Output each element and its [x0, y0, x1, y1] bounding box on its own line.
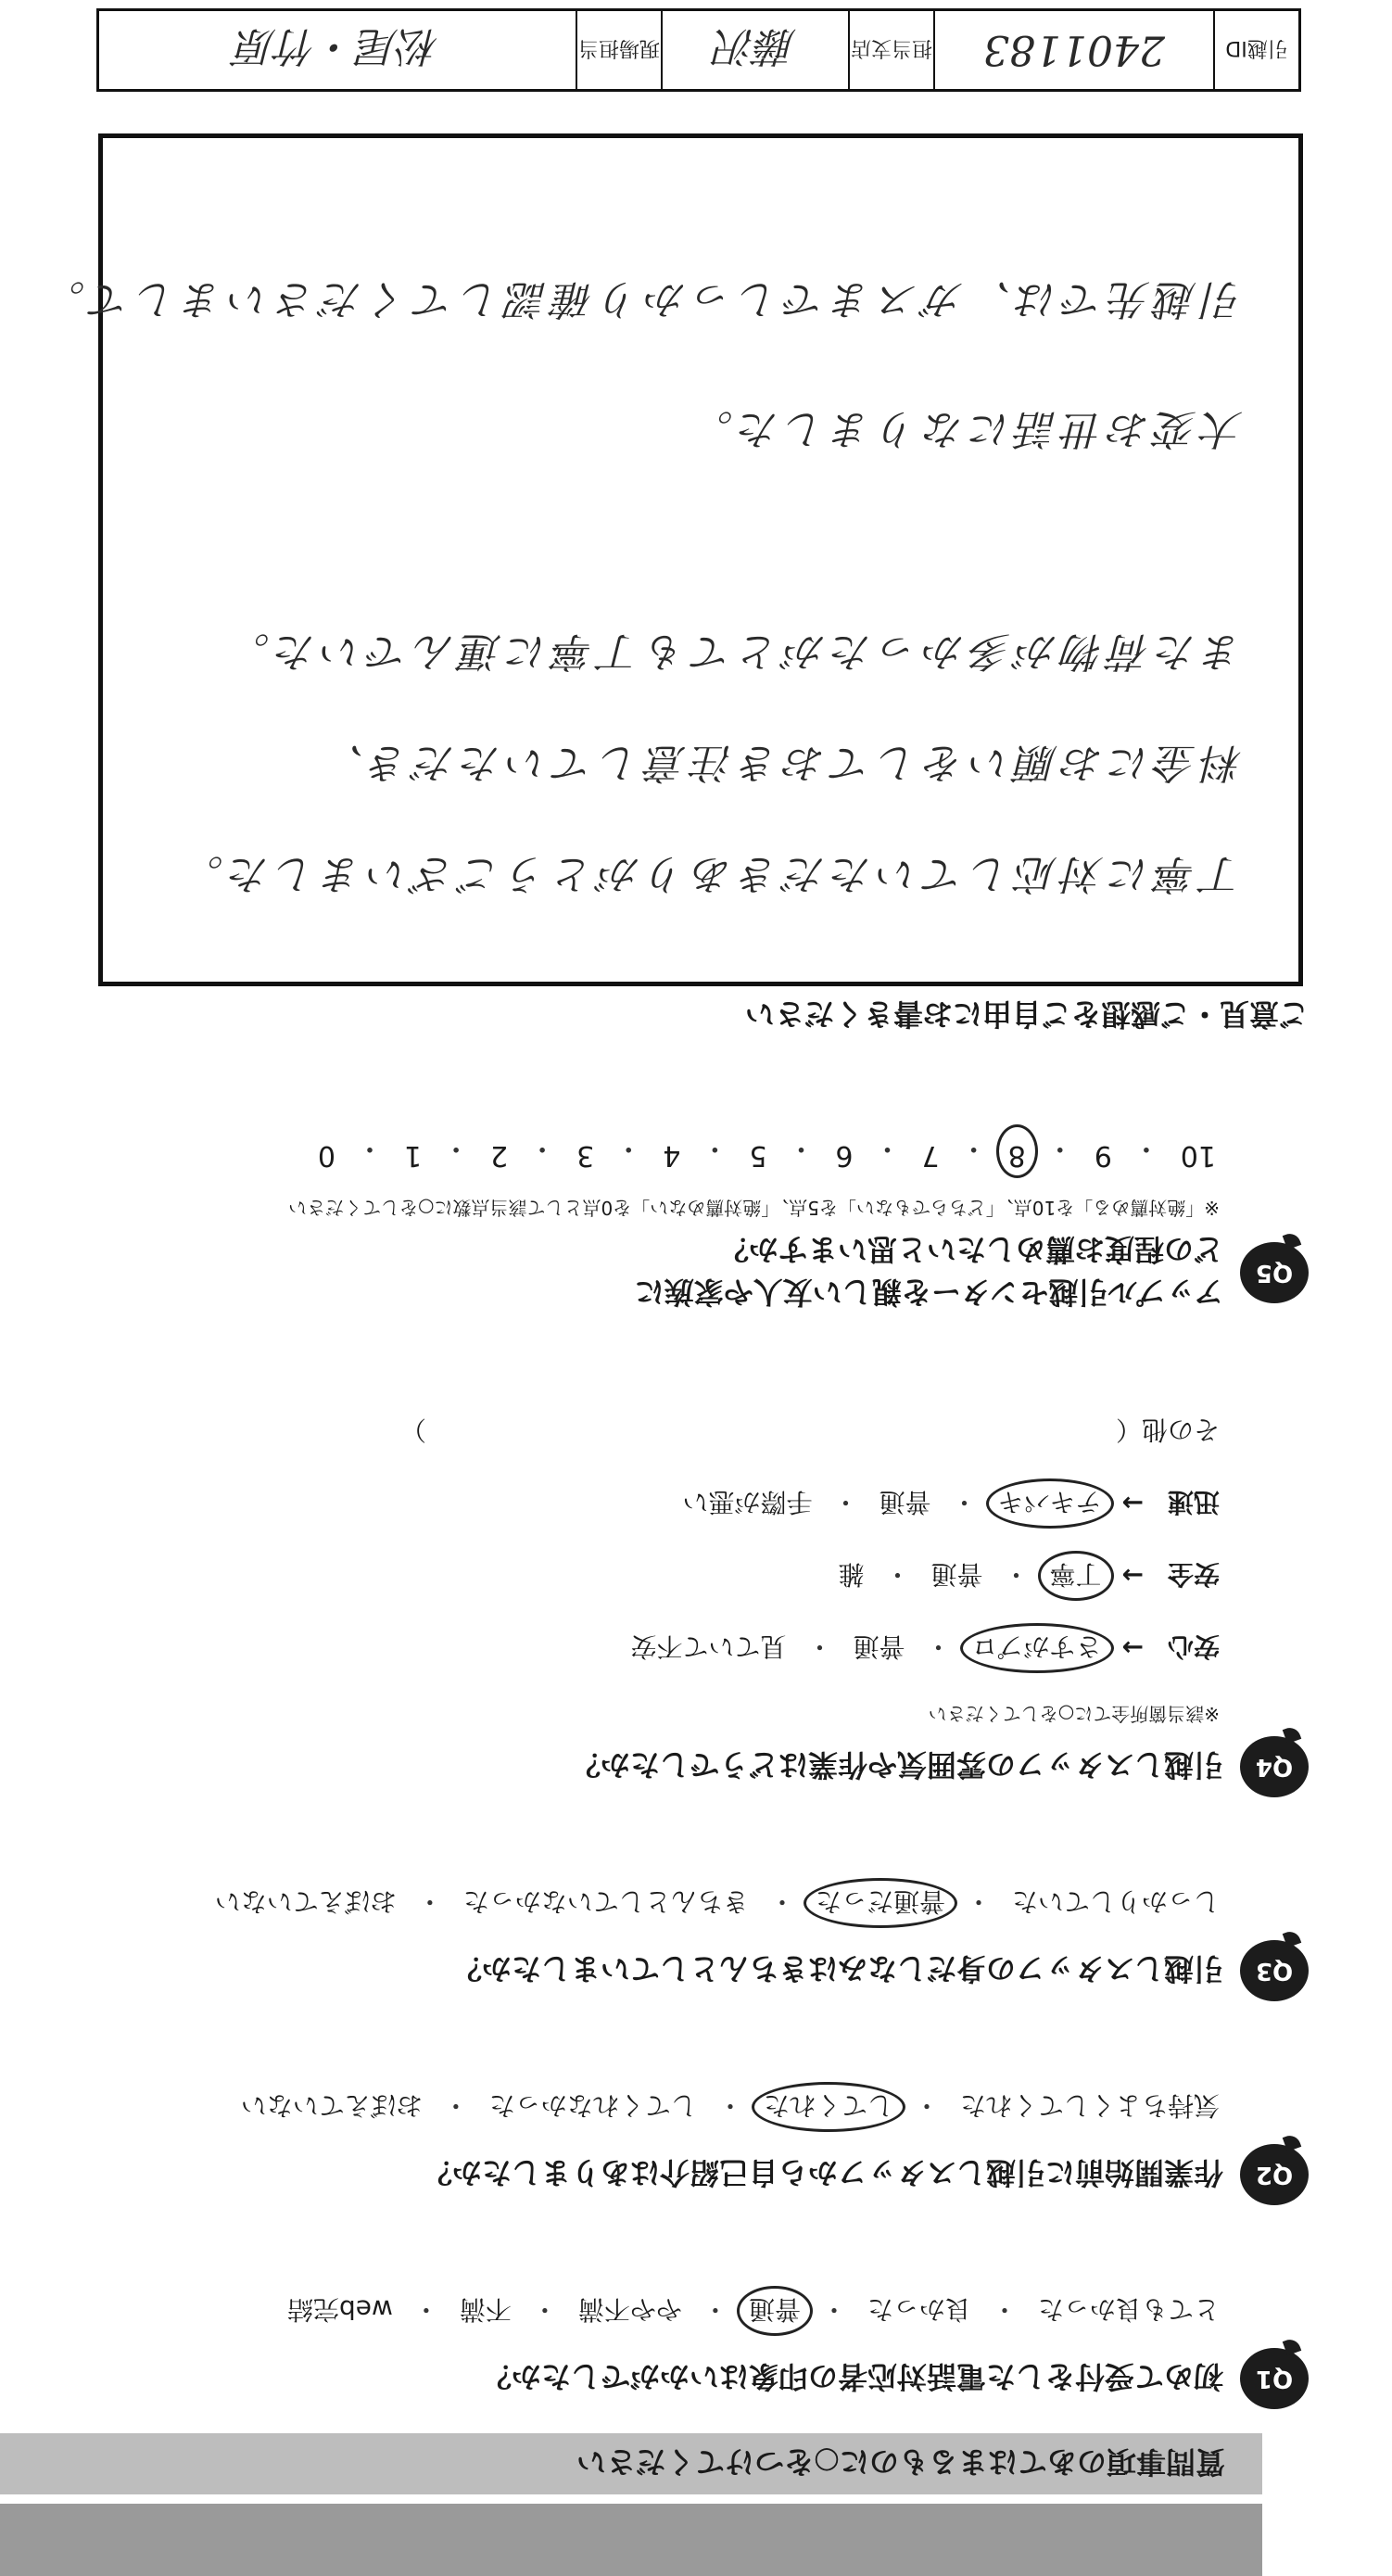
score-option[interactable]: 6	[835, 1139, 854, 1172]
q4-option-selected[interactable]: 丁寧	[1038, 1551, 1114, 1601]
q1-option[interactable]: 良かった	[867, 2294, 971, 2325]
comment-line: 引越先では、ガスまでしっかり確認してくださいまして。	[38, 275, 1243, 323]
q3-text: 引越しスタッフの身だしなみはきちんとしていましたか？	[451, 1951, 1223, 1986]
score-option[interactable]: 10	[1180, 1139, 1216, 1172]
branch-value: 藤沢	[663, 11, 850, 89]
q4-row-jinsoku: 迅速 → テキパキ ・ 普通 ・ 手際が悪い	[74, 1485, 1220, 1522]
q3-option[interactable]: しっかりしていた	[1011, 1886, 1220, 1917]
q5-note: ※「絶対薦める」を10点、「どちらでもない」を5点、「絶対薦めない」を0点として該当点数に○をしてください	[288, 1197, 1220, 1219]
q2-text: 作業開始前に引越しスタッフから自己紹介はありましたか？	[422, 2155, 1223, 2190]
q1-badge: Q1	[1240, 2348, 1309, 2409]
q4-row-label: 安心	[1167, 1631, 1220, 1662]
q4-option[interactable]: 手際が悪い	[682, 1487, 813, 1517]
comment-line: 丁寧に対応していただきありがとうございました。	[177, 850, 1243, 897]
move-id-value: 2401183	[935, 11, 1215, 89]
q2-badge: Q2	[1240, 2144, 1309, 2205]
team-value: 松尾・竹原	[99, 11, 577, 89]
score-option[interactable]: 2	[490, 1139, 509, 1172]
q4-option[interactable]: 雑	[838, 1559, 865, 1590]
comments-heading: ご意見・ご感想をご自由にお書きください	[744, 996, 1309, 1032]
footer-id-table	[96, 8, 1301, 92]
q3-option[interactable]: おぼえていない	[214, 1886, 397, 1917]
q4-option[interactable]: 見ていて不安	[630, 1631, 787, 1662]
q4-option[interactable]: 普通	[930, 1559, 983, 1590]
q4-note: ※該当箇所全てに○をしてください	[928, 1703, 1220, 1725]
q4-option-selected[interactable]: テキパキ	[986, 1478, 1114, 1529]
q4-row-anzen: 安全 → 丁寧 ・ 普通 ・ 雑	[74, 1557, 1220, 1594]
q5-badge: Q5	[1240, 1242, 1309, 1303]
comment-line: また荷物が多かったがとても丁寧に運んでいた。	[223, 628, 1243, 675]
q4-row-label: 迅速	[1167, 1487, 1220, 1517]
q1-option[interactable]: 不満	[459, 2294, 512, 2325]
q1-option[interactable]: やや不満	[577, 2294, 682, 2325]
q1-option[interactable]: とても良かった	[1037, 2294, 1220, 2325]
q4-row-anshin: 安心 → さすがプロ ・ 普通 ・ 見ていて不安	[74, 1630, 1220, 1667]
question-4	[74, 1413, 1309, 1797]
q1-option[interactable]: web完結	[286, 2294, 393, 2325]
q4-option[interactable]: 普通	[853, 1631, 905, 1662]
q2-option-selected[interactable]: してくれた	[752, 2082, 905, 2132]
q5-text-line2: どの程度お薦めしたいと思いますか？	[718, 1232, 1223, 1267]
q4-badge: Q4	[1240, 1736, 1309, 1797]
score-option[interactable]: 5	[749, 1139, 767, 1172]
q4-text: 引越しスタッフの雰囲気や作業はどうでしたか？	[570, 1747, 1223, 1783]
q2-option[interactable]: してくれなかった	[488, 2090, 697, 2121]
question-2: Q2 作業開始前に引越しスタッフから自己紹介はありましたか？ 気持ちよくしてくれた ・ してくれた ・ してくれなかった ・ おぼえていない	[74, 2088, 1309, 2205]
score-option[interactable]: 1	[403, 1139, 423, 1172]
score-option[interactable]: 9	[1094, 1139, 1112, 1172]
score-option[interactable]: 7	[921, 1139, 940, 1172]
comment-line: 大変お世話になりました。	[687, 405, 1243, 452]
question-3: Q3 引越しスタッフの身だしなみはきちんとしていましたか？ しっかりしていた ・ 普通だった ・ きちんとしていなかった ・ おぼえていない	[74, 1884, 1309, 2001]
q3-option-selected[interactable]: 普通だった	[804, 1878, 957, 1928]
q1-option-selected[interactable]: 普通	[737, 2286, 813, 2336]
q4-other-close: ）	[399, 1415, 426, 1445]
q5-text-line1: アップル引越センターを親しい友人や家族に	[634, 1275, 1223, 1310]
score-option[interactable]: 4	[663, 1139, 681, 1172]
q4-option[interactable]: 普通	[879, 1487, 931, 1517]
comments-box[interactable]	[38, 133, 1303, 986]
comment-line: 料金にお願いをしておき注意していただき、	[317, 739, 1243, 786]
branch-label: 担当支店	[850, 11, 935, 89]
q2-option[interactable]: おぼえていない	[240, 2090, 423, 2121]
q4-other-row	[74, 1413, 1220, 1450]
q4-other-label: その他（	[1115, 1415, 1220, 1445]
team-label: 現場担当	[577, 11, 663, 89]
q5-scale: 10 ・ 9 ・ 8 ・ 7 ・ 6 ・ 5 ・ 4 ・ 3 ・ 2 ・ 1 ・ 0	[74, 1131, 1216, 1172]
instructions-text: 質問事項のあてはまるものに○をつけてください	[576, 2444, 1225, 2480]
score-option[interactable]: 3	[576, 1139, 595, 1172]
question-5	[74, 1131, 1309, 1315]
edge-band	[0, 2504, 1262, 2576]
q4-row-label: 安全	[1167, 1559, 1220, 1590]
q3-badge: Q3	[1240, 1940, 1309, 2001]
question-1: Q1 初めて受付をした電話対応者の印象はいかがでしたか？ とても良かった ・ 良かった ・ 普通 ・ やや不満 ・ 不満 ・ web完結	[74, 2292, 1309, 2409]
score-option-selected[interactable]: 8	[996, 1124, 1038, 1178]
instructions-header	[0, 2433, 1262, 2494]
arrow-icon: →	[1121, 1632, 1144, 1664]
score-option[interactable]: 0	[317, 1139, 335, 1172]
move-id-label: 引越ID	[1225, 36, 1288, 60]
q2-option[interactable]: 気持ちよくしてくれた	[959, 2090, 1220, 2121]
q3-option[interactable]: きちんとしていなかった	[462, 1886, 749, 1917]
arrow-icon: →	[1121, 1488, 1144, 1519]
arrow-icon: →	[1121, 1560, 1144, 1592]
q4-option-selected[interactable]: さすがプロ	[960, 1623, 1114, 1673]
q1-text: 初めて受付をした電話対応者の印象はいかがでしたか？	[481, 2359, 1223, 2394]
